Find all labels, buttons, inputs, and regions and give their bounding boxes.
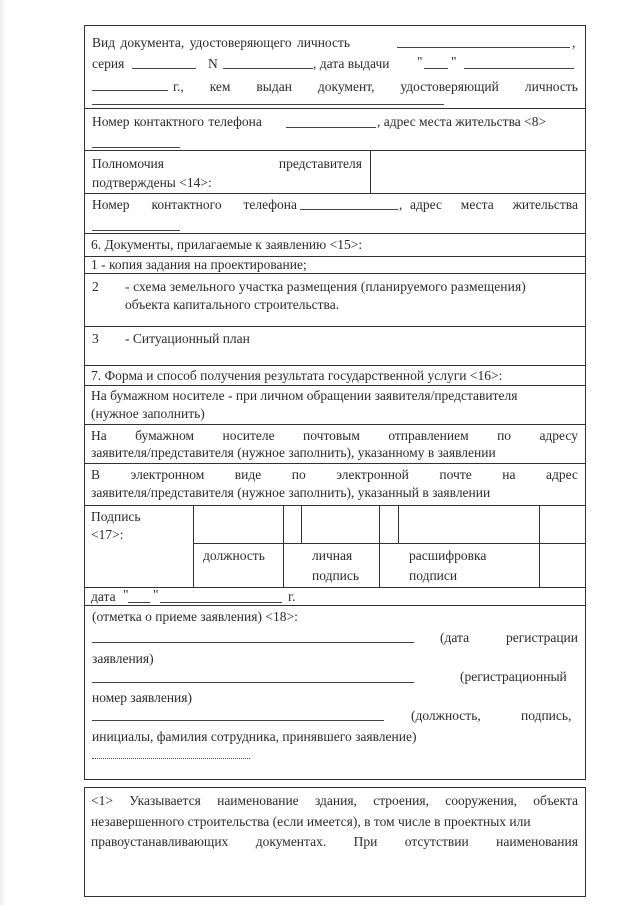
delivery-option-email[interactable]: В электронном виде по электронной почте на адрес заявителя/представителя (нужное заполнить), указанный в заявлении xyxy=(91,467,578,500)
document-item-2: - схема земельного участка размещения (планируемого размещения) xyxy=(125,279,526,294)
footnote-line-1-word: здания, xyxy=(314,793,357,808)
position-field[interactable] xyxy=(195,507,281,542)
date-month-field[interactable] xyxy=(160,602,282,603)
issued-by-field[interactable] xyxy=(92,104,444,105)
delivery-option-personal[interactable]: На бумажном носителе - при личном обращении заявителя/представителя (нужное заполнить) xyxy=(91,388,518,421)
authority-field[interactable] xyxy=(372,151,584,192)
footnote-line-1 xyxy=(91,793,578,809)
signature-decode-field[interactable] xyxy=(400,507,537,542)
delivery-option-email-label-word: по xyxy=(291,467,306,482)
footnote-line-1-word: Указывается xyxy=(129,793,201,808)
delivery-option-post-label-word: адресу xyxy=(539,428,578,443)
number-field[interactable] xyxy=(223,68,313,69)
phone-field[interactable] xyxy=(286,127,376,128)
address-field[interactable] xyxy=(92,147,180,148)
scan-edge xyxy=(0,0,6,905)
address-label: , адрес места жительства <8> xyxy=(377,114,547,129)
delivery-option-post-label-word: носителе xyxy=(222,428,275,443)
delivery-option-email-label-word: электронной xyxy=(336,467,409,482)
delivery-option-email-label-word: на xyxy=(502,467,516,482)
footnote-line-1-word: объекта xyxy=(533,793,578,808)
issue-month-field[interactable] xyxy=(464,68,574,69)
series-field[interactable] xyxy=(132,68,196,69)
issued-by-line: г., кем выдан документ, удостоверяющий личность xyxy=(173,79,578,94)
footnote-line-3-word: документах. xyxy=(255,834,327,849)
registration-date-field[interactable] xyxy=(92,642,414,643)
delivery-option-email-label-word: почте xyxy=(439,467,472,482)
id-doc-label: Вид документа, удостоверяющего личность xyxy=(92,35,351,50)
delivery-option-email-label-word: электронном xyxy=(130,467,205,482)
delivery-option-email-label-word: виде xyxy=(234,467,262,482)
footnote-line-3-word: наименования xyxy=(496,834,578,849)
position-caption: должность xyxy=(203,548,265,563)
footnote-line-1-word: наименование xyxy=(217,793,299,808)
phone-label: Номер контактного телефона xyxy=(92,114,262,129)
phone-field-2[interactable] xyxy=(300,209,398,210)
issue-day-field[interactable] xyxy=(424,68,448,69)
date-day-field[interactable] xyxy=(128,602,150,603)
delivery-option-email-label xyxy=(91,467,578,483)
acceptance-heading: (отметка о приеме заявления) <18>: xyxy=(92,609,298,624)
footnote-line-2: незавершенного строительства (если имеется), в том числе в проектных или xyxy=(91,814,531,829)
delivery-option-email-label-word: адрес xyxy=(545,467,578,482)
issue-date-label: , дата выдачи xyxy=(313,56,390,71)
personal-signature-caption: личная xyxy=(312,548,353,563)
delivery-option-post-label-word: На xyxy=(91,428,107,443)
footnote-line-3-word: правоустанавливающих xyxy=(91,834,229,849)
signature-label: Подпись xyxy=(91,509,141,524)
document-item-3: - Ситуационный план xyxy=(125,331,250,346)
delivery-option-post-label-word: отправлением xyxy=(388,428,469,443)
delivery-option-email-label-word: В xyxy=(91,467,101,482)
authority-label: подтверждены <14>: xyxy=(92,175,212,190)
personal-signature-field[interactable] xyxy=(303,507,377,542)
series-label: серия xyxy=(92,56,125,71)
signature-decode-caption: расшифровка xyxy=(409,548,487,563)
delivery-option-post-label-word: по xyxy=(497,428,512,443)
delivery-option-post-label-word: почтовым xyxy=(303,428,360,443)
footnote-line-1-word: <1> xyxy=(91,793,113,808)
footnote-line-1-word: сооружения, xyxy=(445,793,518,808)
footnote-line-3-word: отсутствии xyxy=(404,834,469,849)
delivery-heading: 7. Форма и способ получения результата государственной услуги <16>: xyxy=(91,368,503,383)
footnote-line-1-word: строения, xyxy=(373,793,429,808)
footnote-separator xyxy=(92,758,250,759)
date-label: дата xyxy=(91,589,116,604)
footnote-line-3 xyxy=(91,834,578,850)
issue-year-field[interactable] xyxy=(92,90,168,91)
footnote-line-3-word: При xyxy=(353,834,378,849)
delivery-option-post[interactable]: На бумажном носителе почтовым отправлением по адресу заявителя/представителя (нужное заполнить), указанному в заявлении xyxy=(91,428,578,460)
document-item-1: 1 - копия задания на проектирование; xyxy=(91,257,307,272)
id-doc-type-field[interactable] xyxy=(397,47,570,48)
delivery-option-post-label xyxy=(91,428,578,444)
registration-number-field[interactable] xyxy=(92,682,414,683)
number-label: N xyxy=(208,56,218,71)
staff-field[interactable] xyxy=(92,720,384,721)
documents-heading: 6. Документы, прилагаемые к заявлению <15>: xyxy=(91,237,363,252)
address-field-2[interactable] xyxy=(92,230,180,231)
delivery-option-post-label-word: бумажном xyxy=(135,428,195,443)
